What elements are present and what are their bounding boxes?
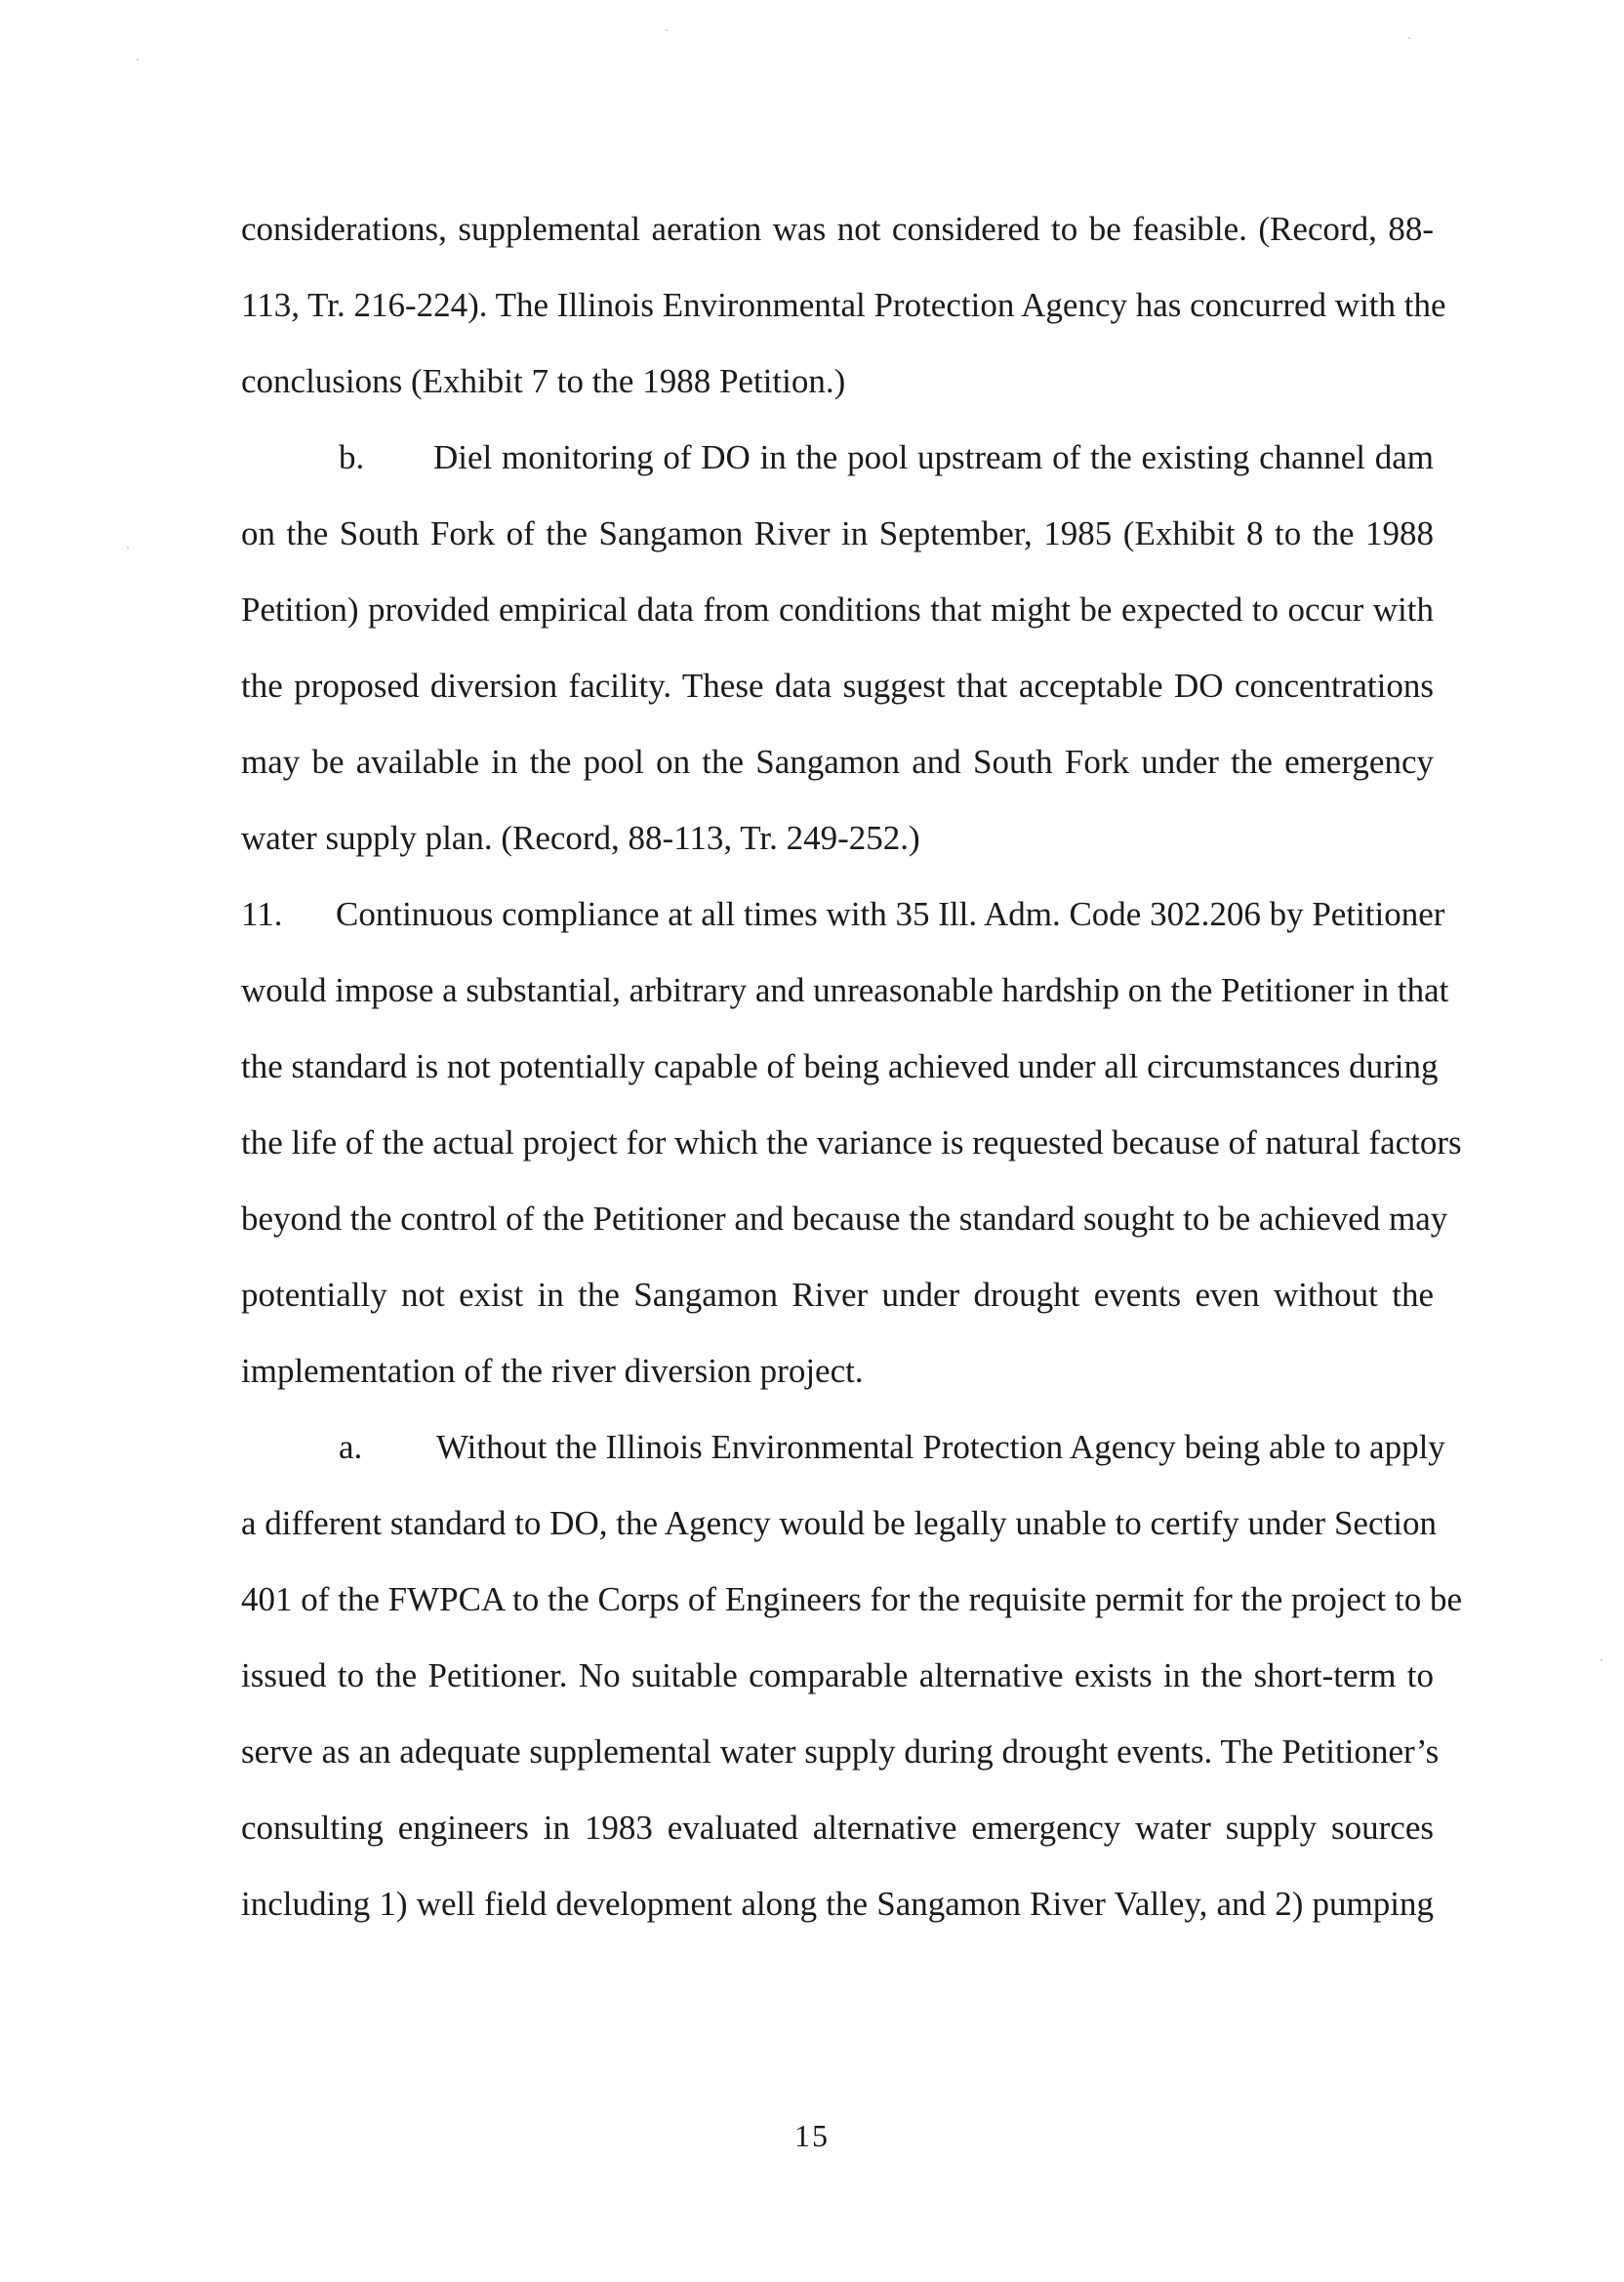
document-body — [241, 210, 1462, 1961]
text-line: 113, Tr. 216-224). The Illinois Environmental Protection Agency has concurred with the — [241, 286, 1446, 324]
scan-speck — [127, 547, 129, 549]
text-line — [241, 895, 1445, 971]
text-span: Diel monitoring of DO in the pool upstream of the existing channel dam — [433, 438, 1434, 476]
text-line: the proposed diversion facility. These data suggest that acceptable DO concentrations — [241, 667, 1434, 705]
text-line: may be available in the pool on the Sangamon and South Fork under the emergency — [241, 743, 1434, 781]
text-line: consulting engineers in 1983 evaluated alternative emergency water supply sources — [241, 1809, 1434, 1847]
paragraph-11 — [241, 895, 1462, 1428]
text-line: water supply plan. (Record, 88-113, Tr. 249-252.) — [241, 819, 920, 857]
scan-speck — [137, 59, 139, 61]
text-line: the standard is not potentially capable of being achieved under all circumstances during — [241, 1047, 1439, 1085]
scan-speck — [1408, 37, 1410, 39]
paragraph-label: 11. — [241, 895, 283, 933]
text-line: issued to the Petitioner. No suitable comparable alternative exists in the short-term to — [241, 1656, 1434, 1694]
scan-speck — [666, 29, 668, 31]
text-line: the life of the actual project for which the variance is requested because of natural factors — [241, 1123, 1462, 1161]
paragraph-b — [241, 438, 1434, 895]
text-line: would impose a substantial, arbitrary and unreasonable hardship on the Petitioner in that — [241, 971, 1449, 1009]
paragraph-label: b. — [339, 438, 365, 476]
text-line: on the South Fork of the Sangamon River in September, 1985 (Exhibit 8 to the 1988 — [241, 514, 1434, 552]
text-line: serve as an adequate supplemental water supply during drought events. The Petitioner’s — [241, 1732, 1440, 1771]
text-line: conclusions (Exhibit 7 to the 1988 Petition.) — [241, 362, 846, 400]
text-line: 401 of the FWPCA to the Corps of Engineers for the requisite permit for the project to be — [241, 1580, 1462, 1618]
text-line: beyond the control of the Petitioner and because the standard sought to be achieved may — [241, 1200, 1448, 1238]
text-line: a different standard to DO, the Agency would be legally unable to certify under Section — [241, 1504, 1437, 1542]
paragraph-intro — [241, 210, 1446, 438]
text-line: potentially not exist in the Sangamon River under drought events even without the — [241, 1276, 1434, 1314]
text-line: considerations, supplemental aeration was not considered to be feasible. (Record, 88- — [241, 210, 1434, 248]
paragraph-label: a. — [339, 1428, 363, 1466]
text-line — [241, 1428, 1445, 1504]
text-line: Petition) provided empirical data from conditions that might be expected to occur with — [241, 591, 1434, 629]
page-number: 15 — [794, 2118, 830, 2153]
text-span: Continuous compliance at all times with 35 Ill. Adm. Code 302.206 by Petitioner — [336, 895, 1445, 933]
text-line: implementation of the river diversion project. — [241, 1352, 864, 1390]
text-line — [241, 438, 1434, 514]
text-span: Without the Illinois Environmental Protection Agency being able to apply — [436, 1428, 1445, 1466]
paragraph-a — [241, 1428, 1462, 1961]
text-line: including 1) well field development along the Sangamon River Valley, and 2) pumping — [241, 1885, 1434, 1923]
scan-speck — [1601, 1659, 1603, 1661]
